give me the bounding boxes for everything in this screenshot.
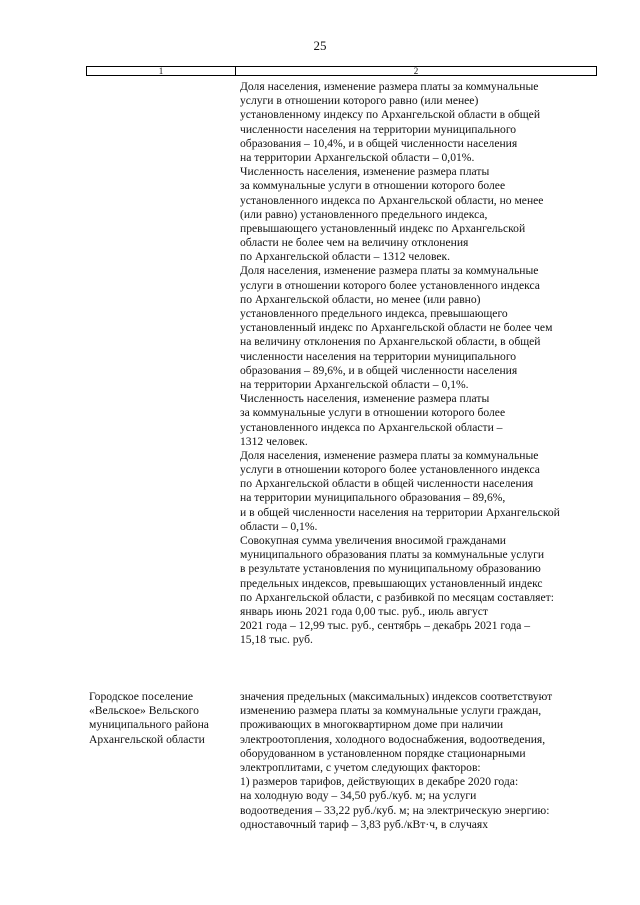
text-line: установленный индекс по Архангельской области не более чем bbox=[240, 321, 553, 335]
text-line: за коммунальные услуги в отношении которого более bbox=[240, 406, 506, 420]
text-line: на холодную воду – 34,50 руб./куб. м; на услуги bbox=[240, 789, 477, 803]
text-line: Совокупная сумма увеличения вносимой гражданами bbox=[240, 534, 506, 547]
text-line: области не более чем на величину отклонения bbox=[240, 236, 469, 250]
right-column-text-block-2 bbox=[240, 690, 600, 832]
text-line: одноставочный тариф – 3,83 руб./кВт·ч, в случаях bbox=[240, 817, 489, 831]
text-line: установленному индексу по Архангельской области в общей bbox=[240, 108, 541, 122]
text-line: установленного предельного индекса, превышающего bbox=[240, 307, 508, 320]
text-line: на территории Архангельской области – 0,1%. bbox=[240, 377, 469, 391]
text-line: проживающих в многоквартирном доме при наличии bbox=[240, 718, 504, 732]
text-line: водоотведения – 33,22 руб./куб. м; на электрическую энергию: bbox=[240, 803, 550, 817]
text-line: за коммунальные услуги в отношении которого более bbox=[240, 179, 506, 193]
table-header-col-1: 1 bbox=[87, 67, 236, 75]
text-line: по Архангельской области в общей численности населения bbox=[240, 477, 534, 491]
municipality-name-line: Городское поселение bbox=[89, 690, 194, 703]
table-header-row bbox=[86, 66, 597, 76]
text-line: установленного индекса по Архангельской области – bbox=[240, 420, 503, 434]
text-line: установленного индекса по Архангельской области, но менее bbox=[240, 193, 544, 207]
text-line: Доля населения, изменение размера платы за коммунальные bbox=[240, 80, 539, 93]
text-line: области – 0,1%. bbox=[240, 519, 318, 533]
text-line: и в общей численности населения на территории Архангельской bbox=[240, 505, 560, 519]
municipality-name-line: «Вельское» Вельского bbox=[89, 704, 199, 718]
municipality-name-line: Архангельской области bbox=[89, 732, 205, 746]
text-line: Численность населения, изменение размера платы bbox=[240, 392, 490, 406]
right-column-text-block-1 bbox=[240, 80, 600, 648]
text-line: на величину отклонения по Архангельской области, в общей bbox=[240, 335, 541, 349]
text-line: на территории муниципального образования – 89,6%, bbox=[240, 491, 506, 505]
text-line: предельных индексов, превышающих установленный индекс bbox=[240, 576, 543, 590]
text-line: по Архангельской области, с разбивкой по месяцам составляет: bbox=[240, 590, 554, 604]
text-line: электроплитами, с учетом следующих факторов: bbox=[240, 760, 481, 774]
text-line: (или равно) установленного предельного индекса, bbox=[240, 207, 488, 221]
text-line: численности населения на территории муниципального bbox=[240, 349, 517, 363]
text-line: образования – 10,4%, и в общей численности населения bbox=[240, 136, 518, 150]
text-line: по Архангельской области – 1312 человек. bbox=[240, 250, 451, 264]
text-line: образования – 89,6%, и в общей численности населения bbox=[240, 363, 518, 377]
page-number: 25 bbox=[313, 38, 327, 53]
text-line: 1312 человек. bbox=[240, 434, 308, 448]
table-header-col-2: 2 bbox=[413, 66, 419, 76]
text-line: изменению размера платы за коммунальные услуги граждан, bbox=[240, 704, 542, 718]
text-line: электроотопления, холодного водоснабжения, водоотведения, bbox=[240, 732, 546, 746]
text-line: муниципального образования платы за коммунальные услуги bbox=[240, 548, 545, 562]
text-line: превышающего установленный индекс по Архангельской bbox=[240, 221, 526, 235]
text-line: численности населения на территории муниципального bbox=[240, 122, 517, 136]
municipality-name-line: муниципального района bbox=[89, 718, 209, 732]
text-line: по Архангельской области, но менее (или равно) bbox=[240, 292, 481, 306]
text-line: 15,18 тыс. руб. bbox=[240, 633, 313, 647]
text-line: Численность населения, изменение размера платы bbox=[240, 165, 490, 179]
text-line: на территории Архангельской области – 0,01%. bbox=[240, 150, 475, 164]
text-line: Доля населения, изменение размера платы за коммунальные bbox=[240, 264, 539, 278]
text-line: услуги в отношении которого более установленного индекса bbox=[240, 278, 540, 292]
text-line: значения предельных (максимальных) индексов соответствуют bbox=[240, 690, 553, 703]
text-line: 1) размеров тарифов, действующих в декабре 2020 года: bbox=[240, 775, 519, 789]
text-line: в результате установления по муниципальному образованию bbox=[240, 562, 541, 576]
text-line: 2021 года – 12,99 тыс. руб., сентябрь – декабрь 2021 года – bbox=[240, 619, 531, 633]
municipality-name-cell bbox=[89, 690, 237, 747]
text-line: услуги в отношении которого равно (или менее) bbox=[240, 94, 479, 108]
text-line: услуги в отношении которого более установленного индекса bbox=[240, 463, 540, 477]
text-line: Доля населения, изменение размера платы за коммунальные bbox=[240, 448, 539, 462]
text-line: январь июнь 2021 года 0,00 тыс. руб., июль август bbox=[240, 604, 489, 618]
text-line: оборудованном в установленном порядке стационарными bbox=[240, 746, 526, 760]
